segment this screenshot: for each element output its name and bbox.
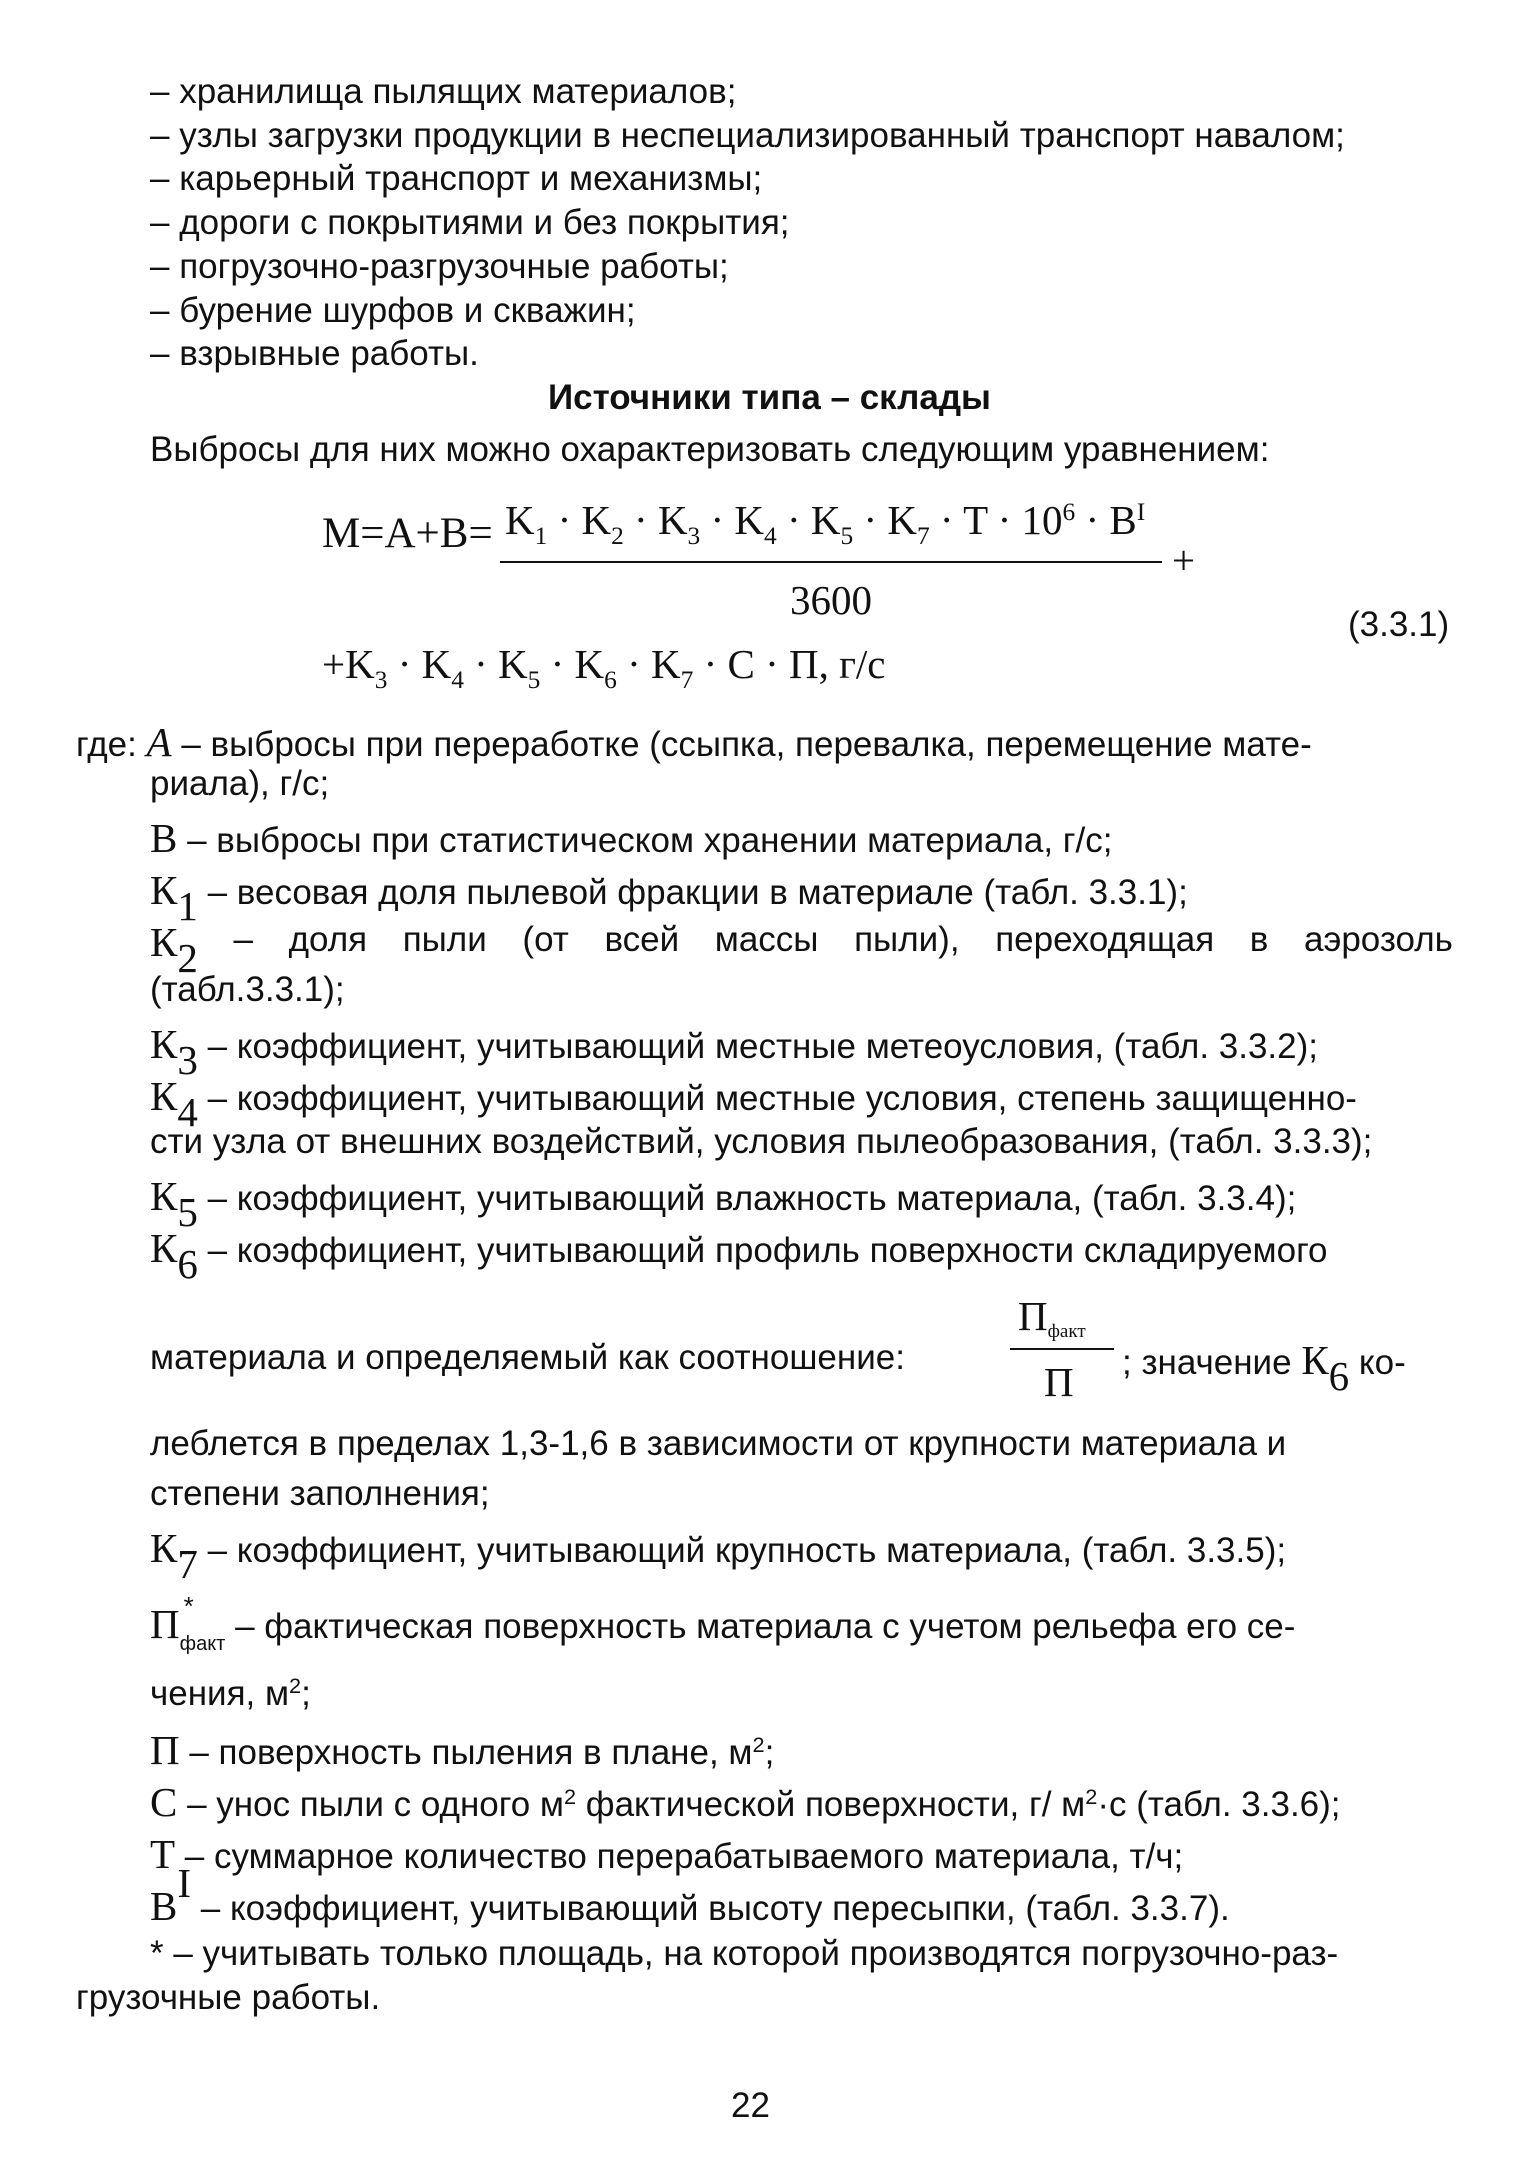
list-item: – хранилища пылящих материалов; xyxy=(150,72,737,111)
formula-second-line: $+K_3 \cdot K_4 \cdot K_5 \cdot K_6 \cdot K_7 \cdot C \cdot П$, г/с xyxy=(322,641,886,694)
ratio-numerator: Пфакт xyxy=(1018,1293,1086,1343)
definition-k4: К4 – коэффициент, учитывающий местные условия, степень защищенно- xyxy=(150,1073,1357,1135)
list-item: – бурение шурфов и скважин; xyxy=(150,291,636,330)
definition-k1: К1 – весовая доля пылевой фракции в материале (табл. 3.3.1); xyxy=(150,867,1188,929)
definition-k2-cont: (табл.3.3.1); xyxy=(150,970,345,1009)
definition-bi: ВI – коэффициент, учитывающий высоту пересыпки, (табл. 3.3.7). xyxy=(150,1860,1230,1929)
formula-lhs: M=A+B= xyxy=(322,510,493,557)
ratio-denominator: П xyxy=(1044,1359,1074,1405)
formula-plus: + xyxy=(1172,537,1196,583)
definition-p-fakt: П * $_{факт}$ – фактическая поверхность материала с учетом рельефа его се- xyxy=(150,1591,1296,1655)
definition-a-cont: риала), г/с; xyxy=(150,764,330,803)
definition-k2: К2 – доля пыли (от всей массы пыли), переходящая в аэрозоль xyxy=(150,919,1453,981)
page-number: 22 xyxy=(731,2086,770,2125)
list-item: – карьерный транспорт и механизмы; xyxy=(150,159,763,198)
formula-denominator: 3600 xyxy=(790,577,872,623)
list-item: – узлы загрузки продукции в неспециализированный транспорт навалом; xyxy=(150,116,1345,155)
definition-k6-ratio-line: материала и определяемый как соотношение: xyxy=(150,1338,905,1377)
definition-k6: К6 – коэффициент, учитывающий профиль поверхности складируемого xyxy=(150,1225,1328,1287)
definition-t: Т – суммарное количество перерабатываемого материала, т/ч; xyxy=(150,1831,1184,1877)
formula-numerator: $K_1 \cdot K_2 \cdot K_3 \cdot K_4 \cdot K_5 \cdot K_7 \cdot T \cdot 10^6 \cdot B^I$ xyxy=(505,497,1146,550)
definition-a: где: A – выбросы при переработке (ссыпка, перевалка, перемещение мате- xyxy=(76,719,1312,765)
footnote-cont: грузочные работы. xyxy=(76,1978,381,2017)
footnote: * – учитывать только площадь, на которой производятся погрузочно-раз- xyxy=(150,1934,1339,1973)
definition-b: В – выбросы при статистическом хранении материала, г/с; xyxy=(150,815,1113,861)
definition-k6-cont: степени заполнения; xyxy=(150,1474,490,1513)
definition-c: С – унос пыли с одного $м^2$ фактической поверхности, г/ $м^2\cdot с$ (табл. 3.3.6); xyxy=(150,1779,1341,1825)
definition-k5: К5 – коэффициент, учитывающий влажность материала, (табл. 3.3.4); xyxy=(150,1173,1297,1235)
definition-k3: К3 – коэффициент, учитывающий местные метеоусловия, (табл. 3.3.2); xyxy=(150,1021,1318,1083)
definition-k6-cont: леблется в пределах 1,3-1,6 в зависимости от крупности материала и xyxy=(150,1424,1287,1463)
definition-p: П – поверхность пыления в плане, $м^2$; xyxy=(150,1727,775,1773)
list-item: – дороги с покрытиями и без покрытия; xyxy=(150,203,790,242)
list-item: – взрывные работы. xyxy=(150,334,479,373)
definition-k4-cont: сти узла от внешних воздействий, условия пылеобразования, (табл. 3.3.3); xyxy=(150,1122,1373,1161)
definition-k6-ratio-tail: ; значение К6 ко- xyxy=(1122,1337,1406,1399)
list-item: – погрузочно-разгрузочные работы; xyxy=(150,247,729,286)
ratio-bar xyxy=(1010,1348,1114,1350)
equation-number: (3.3.1) xyxy=(1348,605,1450,644)
section-heading: Источники типа – склады xyxy=(548,378,991,417)
definition-p-fakt-cont: чения, $м^2$; xyxy=(150,1673,311,1713)
intro-text: Выбросы для них можно охарактеризовать следующим уравнением: xyxy=(150,430,1270,469)
definition-k7: К7 – коэффициент, учитывающий крупность материала, (табл. 3.3.5); xyxy=(150,1525,1287,1587)
fraction-bar xyxy=(500,561,1162,563)
